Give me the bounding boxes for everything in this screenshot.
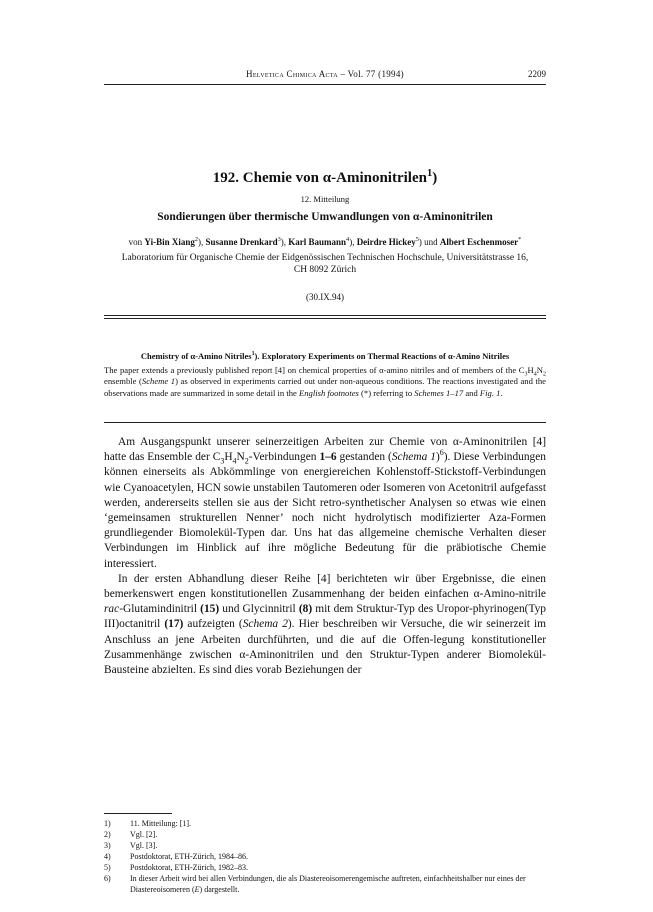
abstract-run: H: [527, 365, 534, 375]
footnote-rule: [104, 813, 172, 814]
author-name: Yi-Bin Xiang: [144, 237, 195, 247]
author-sep: und: [421, 237, 440, 247]
abstract-title-rest: . Exploratory Experiments on Thermal Reactions of α-Amino Nitriles: [257, 351, 510, 361]
authors-prefix: von: [128, 237, 143, 247]
article-title-text: 192. Chemie von α-Aminonitrilen: [212, 170, 427, 186]
text-run: gestanden (: [336, 451, 392, 464]
footnote-text: Vgl. [2].: [130, 830, 158, 839]
abstract-run: ensemble (: [104, 376, 142, 387]
scheme-ref: Schema 2: [242, 618, 288, 631]
affiliation-line: Laboratorium für Organische Chemie der Eidgenössischen Technischen Hochschule, Universitätstrasse 16,: [121, 253, 529, 263]
footnote-number: 6): [104, 874, 111, 883]
italic-term: rac: [104, 603, 120, 616]
compound-number: (8): [298, 603, 313, 616]
footnote-text: 11. Mitteilung: [1].: [130, 819, 192, 828]
affiliation: [104, 252, 546, 276]
compound-number: (15): [200, 603, 220, 616]
text-run: In der ersten Abhandlung dieser Reihe [4] berichteten wir über Ergebnisse, die einen bemerkenswert engen konstitutionellen Zusammenhang der beiden einfachen α-Amino-nitrile: [104, 572, 546, 601]
author-sep: ,: [283, 237, 289, 247]
abstract-run: ) as observed in experiments carried out under non-aqueous conditions. The reactions investigated and the observations made are summarized in some detail in the: [104, 376, 546, 398]
text-run: mit dem Struktur-Typ des Uropor-phyrinogen(Typ III)octanitril: [104, 603, 546, 631]
subscript: 4: [533, 371, 537, 378]
footnotes: [104, 818, 546, 895]
affiliation-line: CH 8092 Zürich: [293, 265, 357, 275]
title-footnote-mark: 1: [426, 168, 433, 179]
author-name: Karl Baumann: [288, 237, 347, 247]
footnote: [104, 873, 546, 895]
paragraph: Am Ausgangspunkt unserer seinerzeitigen Arbeiten zur Chemie von α-Aminonitrilen [4] hatte das Ensemble der $C_3H_4N_2$-Verbindungen 1–6 gestanden (Schema 1)$^6$). Diese Verbindungen können einerseits als Abkömmlinge von energiereichen Kohlenstoff-Stickstoff-Verbindungen wie Cyanoacetylen, HCN sowie unstabilen Tautomeren oder Isomeren von Acetonitril aufgefasst werden, andererseits stellen sie aus der Sicht retro-synthetischer Analysen so etwas wie einen ‘gemeinsamen strukturellen Nenner’ noch nicht hydrolytisch modifizierter Aza-Formen grundliegender Biomolekül-Typen dar. Uns hat das allgemeine chemische Verhalten dieser Verbindungen im Hinblick auf ihre mögliche Bedeutung für die präbiotische Chemie interessiert.: [104, 436, 546, 570]
abstract-title-mark: 1: [251, 351, 255, 358]
author-list: von Yi-Bin Xiang$^2$), Susanne Drenkard$^3$), Karl Baumann$^4$), Deirdre Hickey$^5$) und Albert Eschenmoser*: [128, 236, 522, 247]
footnote-number: 5): [104, 863, 111, 872]
footnote-text: In dieser Arbeit wird bei allen Verbindungen, die als Diastereoisomerengemische auftreten, einfachheitshalber nur eines der Diastereoisomeren (: [130, 874, 526, 894]
received-date: (30.IX.94): [306, 292, 344, 302]
abstract-title-text: Chemistry of α-Amino Nitriles: [140, 351, 252, 361]
abstract-run: (*) referring to: [358, 387, 415, 398]
scheme-ref: Schema 1: [391, 451, 436, 464]
footnote: [104, 840, 546, 851]
footnote: [104, 818, 546, 829]
italic-term: English footnotes: [298, 387, 359, 398]
abstract-top-rule-2: [104, 318, 546, 319]
subscript: 3: [524, 371, 528, 378]
footnote: [104, 862, 546, 873]
compound-number: (17): [164, 618, 184, 631]
text-run: und Glycinnitril: [219, 603, 299, 616]
scheme-ref: Schemes 1–17: [414, 387, 464, 398]
footnote-text: Vgl. [3].: [130, 841, 158, 850]
text-run: -Verbindungen: [248, 451, 320, 464]
footnote: [104, 829, 546, 840]
abstract-run: N: [536, 365, 543, 375]
subscript: 4: [232, 456, 237, 466]
footnote-number: 4): [104, 852, 111, 861]
text-run: . Diese Verbindungen können einerseits als Abkömmlinge von energiereichen Kohlenstoff-Stickstoff-Verbindungen wie Cyanoacetylen, HCN sowie unstabilen Tautomeren oder Isomeren von Acetonitril aufgefasst werden, andererseits stellen sie aus der Sicht retro-synthetischer Analysen so etwas wie einen ‘gemeinsamen strukturellen Nenner’ noch nicht hydrolytisch modifizierter Aza-Formen grundliegender Biomolekül-Typen dar. Uns hat das allgemeine chemische Verhalten dieser Verbindungen im Hinblick auf ihre mögliche Bedeutung für die präbiotische Chemie interessiert.: [104, 451, 546, 570]
author-mark: *: [518, 236, 522, 243]
footnote-number: 3): [104, 841, 111, 850]
journal-name: Helvetica Chimica Acta: [246, 69, 338, 79]
abstract-text: [104, 365, 546, 399]
text-run: N: [236, 451, 245, 464]
text-run: aufzeigten (: [183, 618, 243, 631]
footnote-text: Postdoktorat, ETH-Zürich, 1984–86.: [130, 852, 248, 861]
abstract-title: Chemistry of α-Amino Nitriles$^1$). Exploratory Experiments on Thermal Reactions of α-Amino Nitriles: [140, 351, 510, 361]
footnote-number: 2): [104, 830, 111, 839]
text-run: ). Hier beschreiben wir Versuche, die wir seinerzeit im Anschluss an jene Arbeiten durchführten, und die auf die Offen-legung konstitutioneller Zusammenhänge zwischen α-Aminonitrilen und den Struktur-Typen anderer Biomolekül-Bausteine abzielten. Es sind dies vorab Beziehungen der: [104, 618, 547, 677]
footnote-text: ) dargestellt.: [199, 885, 240, 894]
author-mark: 5: [415, 236, 419, 243]
text-run: Am Ausgangspunkt unserer seinerzeitigen Arbeiten zur Chemie von α-Aminonitrilen [4] hatte das Ensemble der C: [104, 436, 546, 464]
abstract-run: .: [500, 387, 503, 398]
subscript: 3: [220, 456, 225, 466]
footnote-italic: E: [194, 885, 200, 894]
author-mark: 4: [346, 236, 350, 243]
subscript: 2: [542, 371, 546, 378]
footnote-number: 1): [104, 819, 111, 828]
abstract-run: The paper extends a previously published report [4] on chemical properties of α-amino nitriles and of members of the C: [104, 365, 525, 375]
main-text: [104, 435, 546, 678]
subscript: 2: [244, 456, 249, 466]
author-name: Susanne Drenkard: [205, 237, 278, 247]
footnote: [104, 851, 546, 862]
page-number: 2209: [528, 69, 546, 79]
abstract-bottom-rule: [104, 422, 546, 423]
abstract-top-rule: [104, 315, 546, 316]
author-sep: ,: [201, 237, 206, 247]
author-sep: ,: [352, 237, 357, 247]
author-name: Deirdre Hickey: [356, 237, 416, 247]
running-header: [104, 68, 546, 85]
scheme-ref: Scheme 1: [141, 376, 176, 387]
text-run: ): [435, 451, 440, 464]
article-subtitle: Sondierungen über thermische Umwandlungen von α-Aminonitrilen: [157, 211, 493, 223]
article-title: 192. Chemie von α-Aminonitrilen$^1$): [212, 168, 438, 186]
text-run: H: [224, 451, 233, 464]
abstract-run: and: [463, 387, 480, 398]
author-mark: 2: [194, 236, 198, 243]
figure-ref: Fig. 1: [479, 387, 501, 398]
journal-volume: – Vol. 77 (1994): [340, 69, 404, 79]
author-mark: 3: [277, 236, 281, 243]
journal-citation: [104, 69, 546, 79]
compound-number: 1–6: [319, 451, 337, 464]
footnote-text: Postdoktorat, ETH-Zürich, 1982–83.: [130, 863, 248, 872]
paragraph: [104, 572, 546, 678]
series-part: 12. Mitteilung: [300, 194, 350, 204]
author-name: Albert Eschenmoser: [439, 237, 519, 247]
text-run: -Glutamindinitril: [119, 603, 201, 616]
footnote-mark: 6: [439, 448, 444, 458]
